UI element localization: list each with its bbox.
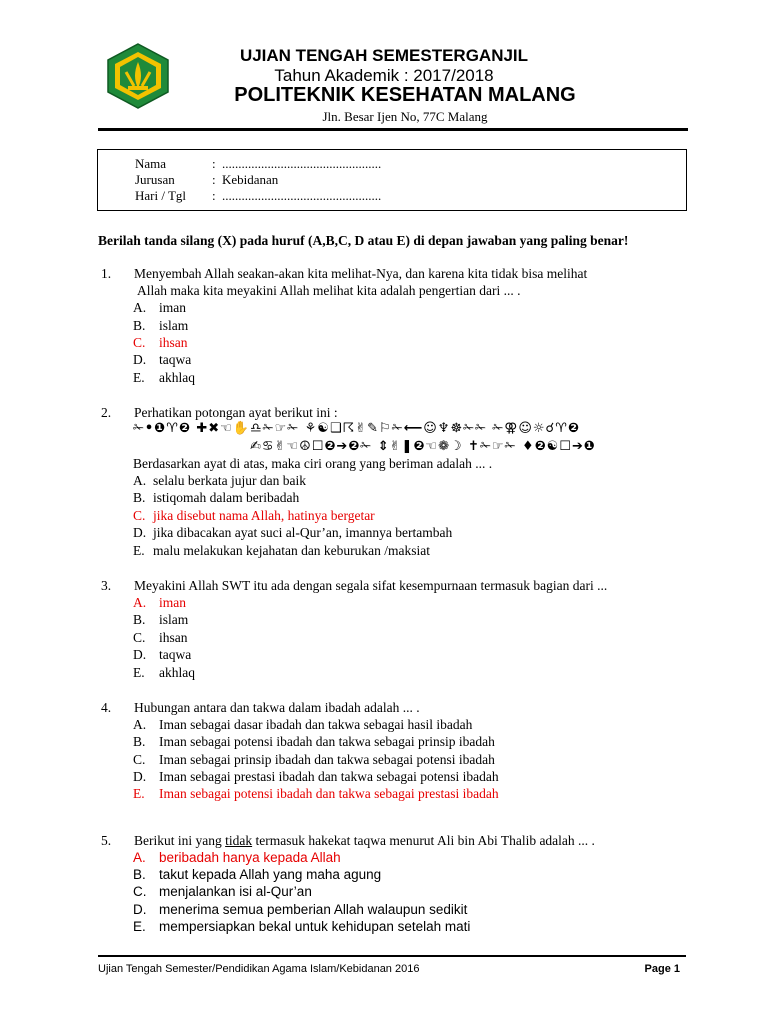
exam-title: UJIAN TENGAH SEMESTERGANJIL: [239, 46, 529, 65]
q1-option-b[interactable]: B. islam: [133, 318, 189, 333]
q2-option-a[interactable]: A. selalu berkata jujur dan baik: [133, 473, 306, 488]
q1-option-d[interactable]: D. taqwa: [133, 352, 192, 367]
q2-option-c[interactable]: C. jika disebut nama Allah, hatinya bergetar: [133, 508, 375, 523]
instruction-text: Berilah tanda silang (X) pada huruf (A,B,C, D atau E) di depan jawaban yang paling benar!: [98, 233, 629, 248]
emphasis-not: tidak: [225, 833, 253, 848]
q2-option-e[interactable]: E. malu melakukan kejahatan dan keburukan /maksiat: [133, 543, 431, 558]
header-divider: [98, 128, 688, 131]
question-2-prompt: Berdasarkan ayat di atas, maka ciri orang yang beriman adalah ... .: [133, 456, 493, 471]
student-identity-box: [97, 149, 687, 211]
identity-row-major: Jurusan : Kebidanan: [135, 172, 279, 187]
footer-divider: [98, 955, 686, 957]
academic-year: Tahun Akademik : 2017/2018: [274, 66, 494, 85]
identity-row-name: Nama : .................................................: [135, 156, 382, 171]
q3-option-a[interactable]: A. iman: [133, 595, 186, 610]
page-number: Page 1: [644, 963, 680, 975]
q1-option-c[interactable]: C. ihsan: [133, 335, 188, 350]
institution-name: POLITEKNIK KESEHATAN MALANG: [234, 84, 576, 106]
identity-row-date: Hari / Tgl : .................................................: [135, 188, 382, 203]
q4-option-a[interactable]: A. Iman sebagai dasar ibadah dan takwa sebagai hasil ibadah: [133, 717, 473, 732]
q5-option-d[interactable]: D. menerima semua pemberian Allah walaupun sedikit: [133, 902, 468, 917]
q1-option-e[interactable]: E. akhlaq: [133, 370, 195, 385]
q4-option-d[interactable]: D. Iman sebagai prestasi ibadah dan takwa sebagai potensi ibadah: [133, 769, 499, 784]
q1-option-a[interactable]: A. iman: [133, 300, 186, 315]
q5-option-a[interactable]: A. beribadah hanya kepada Allah: [133, 850, 341, 865]
q2-option-d[interactable]: D. jika dibacakan ayat suci al-Qur’an, imannya bertambah: [133, 525, 453, 540]
institution-address: Jln. Besar Ijen No, 77C Malang: [322, 109, 488, 124]
q5-option-e[interactable]: E. mempersiapkan bekal untuk kehidupan setelah mati: [133, 919, 471, 934]
q4-option-c[interactable]: C. Iman sebagai prinsip ibadah dan takwa sebagai potensi ibadah: [133, 752, 495, 767]
q3-option-b[interactable]: B. islam: [133, 612, 189, 627]
q2-option-b[interactable]: B. istiqomah dalam beribadah: [133, 490, 300, 505]
q3-option-e[interactable]: E. akhlaq: [133, 665, 195, 680]
name-field[interactable]: .................................................: [222, 156, 382, 171]
q5-option-c[interactable]: C. menjalankan isi al-Qur’an: [133, 884, 312, 899]
ayat-line-2: ✍♋✌☜☮☐❷➔❷✁ ⇕✌❚❷☜❁☽ ✝✁☞✁ ♦❷☯☐➔❶: [250, 439, 596, 454]
footer-course-info: Ujian Tengah Semester/Pendidikan Agama Islam/Kebidanan 2016: [98, 963, 420, 975]
ayat-line-1: ✁•❶♈❷ ✚✖☜✋♎✁☞✁ ⚘☯❑☈✌✎⚐✁⟵☺♆☸✁✁ ✁⚢☺☼☌♈❷: [133, 421, 580, 436]
q5-option-b[interactable]: B. takut kepada Allah yang maha agung: [133, 867, 382, 882]
q4-option-e[interactable]: E. Iman sebagai potensi ibadah dan takwa sebagai prestasi ibadah: [133, 786, 499, 801]
q3-option-c[interactable]: C. ihsan: [133, 630, 188, 645]
q4-option-b[interactable]: B. Iman sebagai potensi ibadah dan takwa sebagai prinsip ibadah: [133, 734, 495, 749]
question-1-text-cont: Allah maka kita meyakini Allah melihat kita adalah pengertian dari ... .: [137, 283, 521, 298]
q3-option-d[interactable]: D. taqwa: [133, 647, 192, 662]
date-field[interactable]: .................................................: [222, 188, 382, 203]
